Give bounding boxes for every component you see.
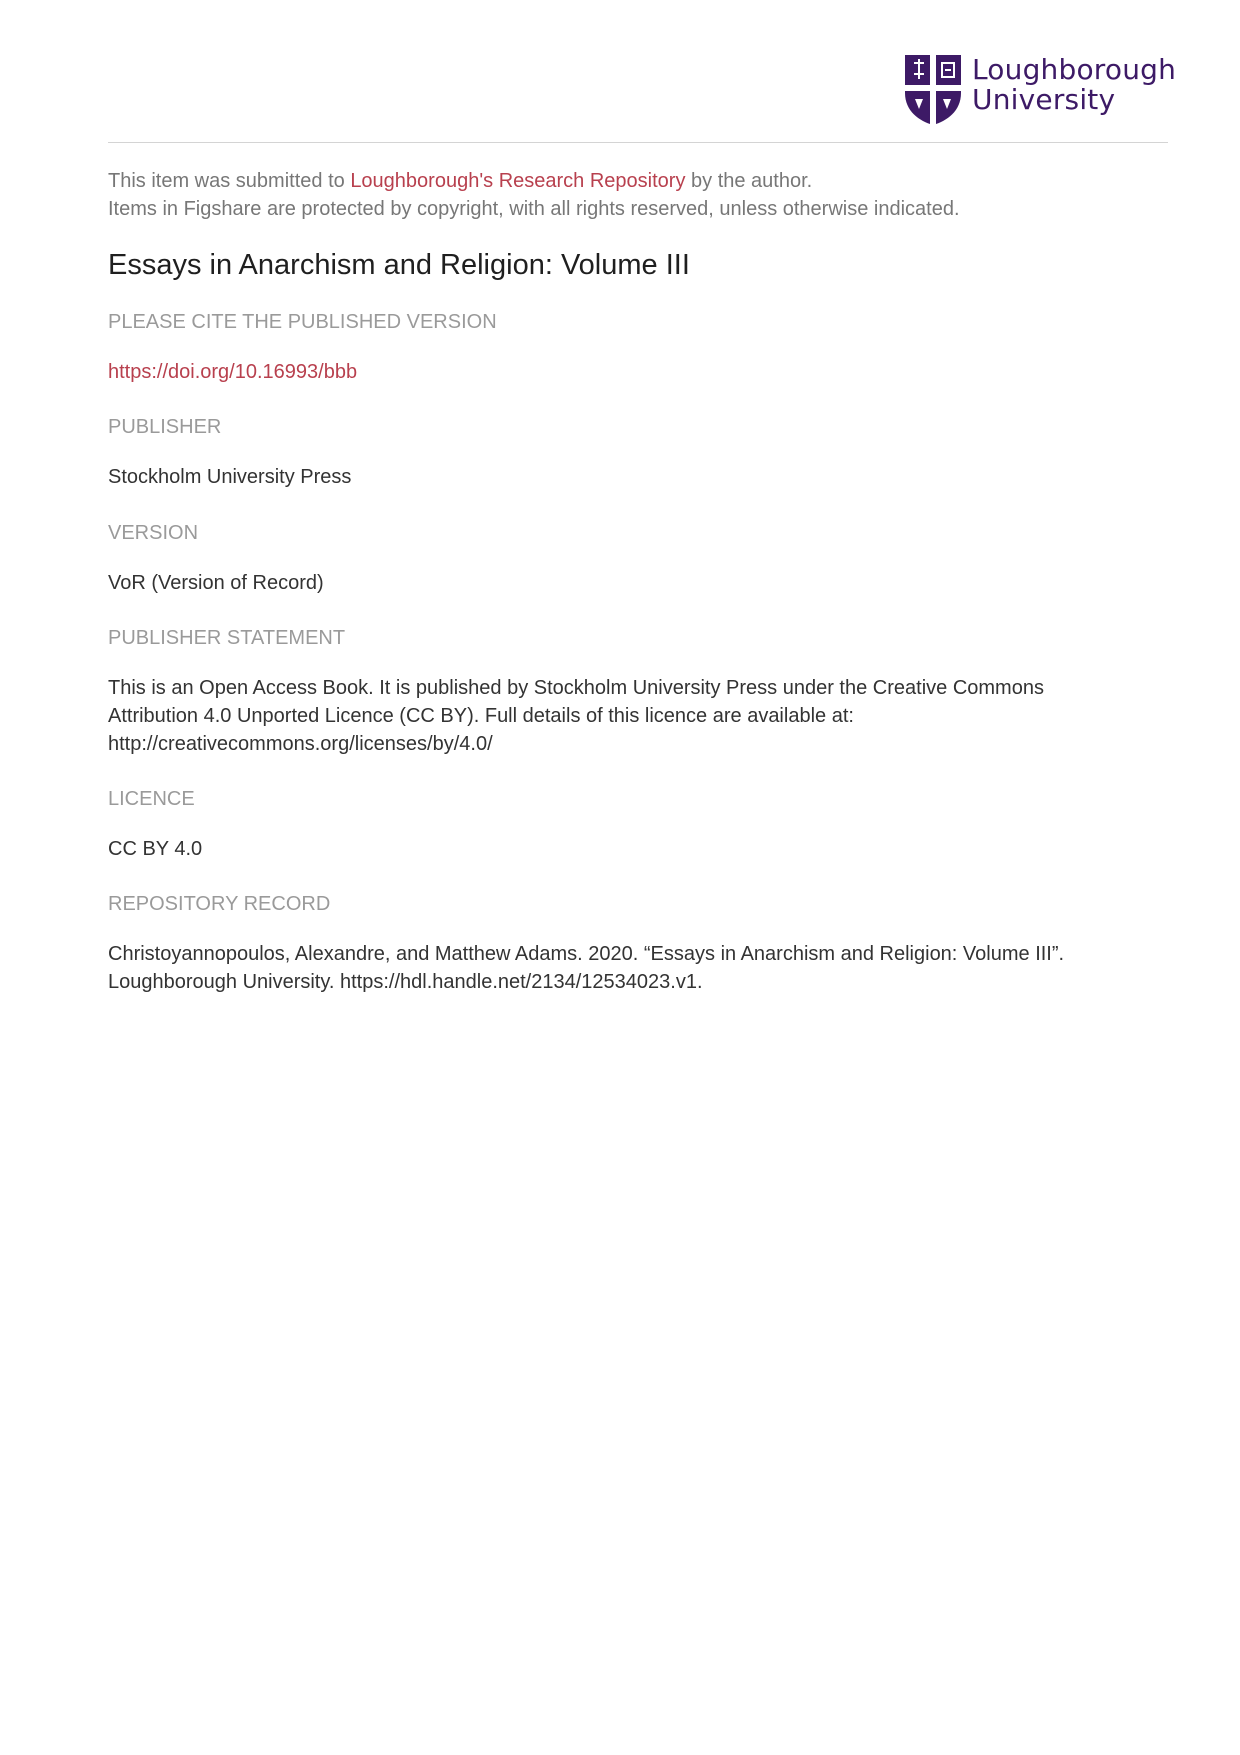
doi-link[interactable]: https://doi.org/10.16993/bbb (108, 361, 358, 383)
publisher-statement-text (108, 674, 1178, 758)
version-label: VERSION (108, 522, 199, 544)
document-title: Essays in Anarchism and Religion: Volume III (108, 249, 690, 281)
cite-label: PLEASE CITE THE PUBLISHED VERSION (108, 311, 497, 333)
submission-notice (108, 167, 1168, 223)
version-value: VoR (Version of Record) (108, 572, 324, 594)
university-logo (905, 55, 1176, 125)
repository-record-label: REPOSITORY RECORD (108, 893, 331, 915)
licence-value: CC BY 4.0 (108, 838, 203, 860)
logo-line-2: University (972, 83, 1116, 116)
notice-line-1 (108, 167, 1168, 195)
header-divider (108, 142, 1168, 143)
publisher-statement-line-1: This is an Open Access Book. It is published by Stockholm University Press under the Creative Commons (108, 677, 1044, 699)
shield-crest-icon (905, 55, 961, 125)
logo-wordmark (972, 55, 1176, 115)
publisher-statement-line-3: http://creativecommons.org/licenses/by/4.0/ (108, 733, 493, 755)
publisher-value: Stockholm University Press (108, 466, 352, 488)
publisher-statement-line-2: Attribution 4.0 Unported Licence (CC BY). Full details of this licence are available at: (108, 705, 854, 727)
publisher-statement-label: PUBLISHER STATEMENT (108, 627, 346, 649)
notice-suffix: by the author. (691, 170, 813, 192)
repository-record-line-2: Loughborough University. https://hdl.handle.net/2134/12534023.v1. (108, 971, 703, 993)
notice-line-2: Items in Figshare are protected by copyright, with all rights reserved, unless otherwise indicated. (108, 198, 960, 220)
repository-link[interactable]: Loughborough's Research Repository (350, 170, 686, 192)
notice-prefix: This item was submitted to (108, 170, 345, 192)
publisher-label: PUBLISHER (108, 416, 222, 438)
logo-line-1: Loughborough (972, 53, 1177, 86)
licence-label: LICENCE (108, 788, 195, 810)
repository-record-line-1: Christoyannopoulos, Alexandre, and Matthew Adams. 2020. “Essays in Anarchism and Religion: Volume III”. (108, 943, 1065, 965)
repository-record-citation (108, 940, 1178, 996)
